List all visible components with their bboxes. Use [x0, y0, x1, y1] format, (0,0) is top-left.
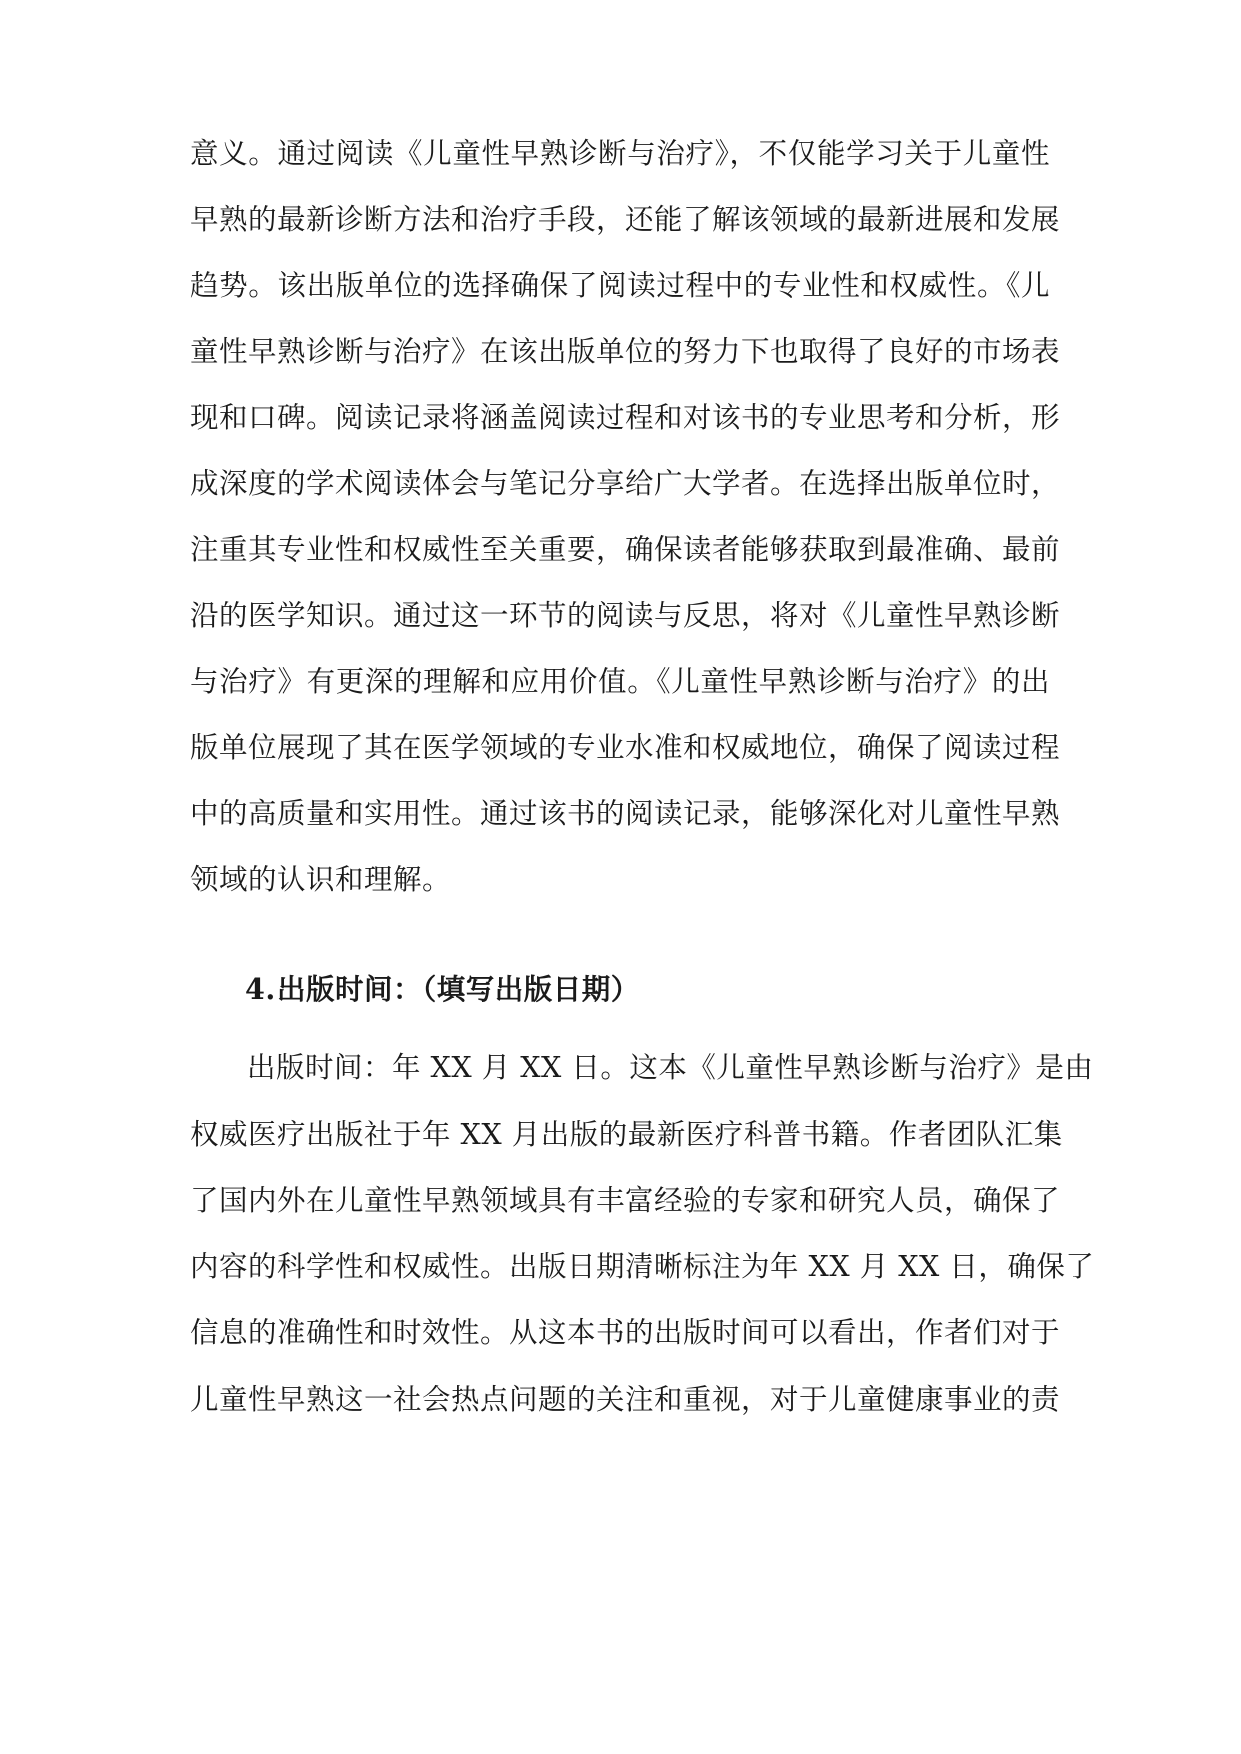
paragraph-line: 出版时间：年 XX 月 XX 日。这本《儿童性早熟诊断与治疗》是由: [247, 1051, 1094, 1084]
paragraph-line: 童性早熟诊断与治疗》在该出版单位的努力下也取得了良好的市场表: [190, 335, 1061, 368]
paragraph-line: 趋势。该出版单位的选择确保了阅读过程中的专业性和权威性。《儿: [190, 269, 1050, 302]
section-title: 出版时间：（填写出版日期）: [277, 972, 640, 1006]
paragraph-line: 了国内外在儿童性早熟领域具有丰富经验的专家和研究人员，确保了: [190, 1184, 1061, 1217]
paragraph-line: 注重其专业性和权威性至关重要，确保读者能够获取到最准确、最前: [190, 533, 1061, 566]
paragraph-line: 早熟的最新诊断方法和治疗手段，还能了解该领域的最新进展和发展: [190, 203, 1061, 236]
section-heading: [245, 969, 845, 1009]
paragraph-line: 领域的认识和理解。: [190, 863, 452, 896]
paragraph-line: 信息的准确性和时效性。从这本书的出版时间可以看出，作者们对于: [190, 1316, 1061, 1349]
paragraph-line: 儿童性早熟这一社会热点问题的关注和重视，对于儿童健康事业的责: [190, 1383, 1061, 1416]
paragraph-line: 中的高质量和实用性。通过该书的阅读记录，能够深化对儿童性早熟: [190, 797, 1061, 830]
paragraph-line: 与治疗》有更深的理解和应用价值。《儿童性早熟诊断与治疗》的出: [190, 665, 1050, 698]
paragraph-line: 现和口碑。阅读记录将涵盖阅读过程和对该书的专业思考和分析，形: [190, 401, 1061, 434]
paragraph-line: 版单位展现了其在医学领域的专业水准和权威地位，确保了阅读过程: [190, 731, 1061, 764]
paragraph-line: 意义。通过阅读《儿童性早熟诊断与治疗》，不仅能学习关于儿童性: [190, 137, 1050, 170]
section-number: 4.: [245, 972, 276, 1006]
paragraph-line: 成深度的学术阅读体会与笔记分享给广大学者。在选择出版单位时，: [190, 467, 1061, 500]
paragraph-line: 内容的科学性和权威性。出版日期清晰标注为年 XX 月 XX 日，确保了: [190, 1250, 1095, 1283]
paragraph-line: 权威医疗出版社于年 XX 月出版的最新医疗科普书籍。作者团队汇集: [190, 1118, 1063, 1151]
paragraph-line: 沿的医学知识。通过这一环节的阅读与反思，将对《儿童性早熟诊断: [190, 599, 1061, 632]
